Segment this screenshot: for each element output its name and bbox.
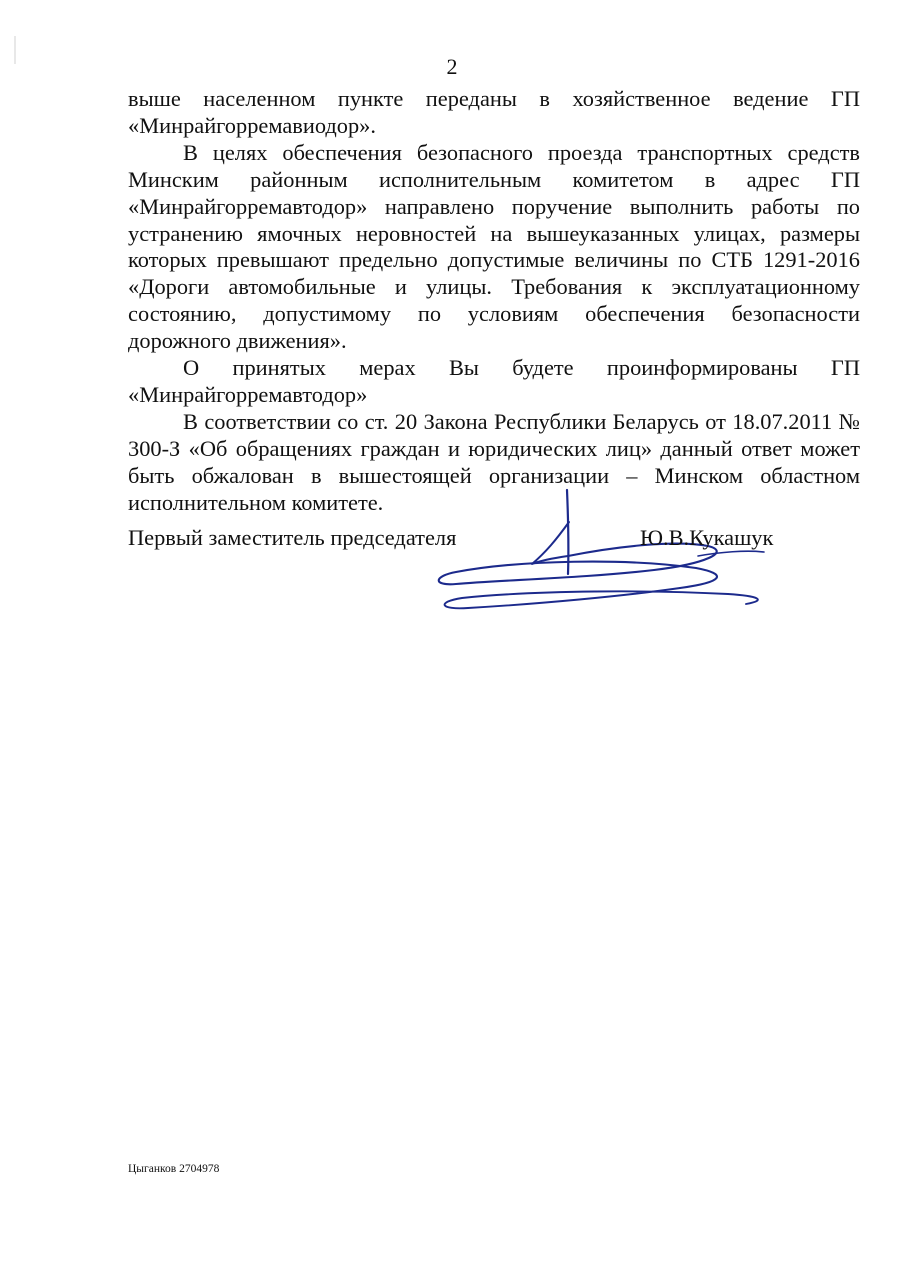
paragraph-road-safety: В целях обеспечения безопасного проезда транспортных средств Минским районным исполнительным комитетом в адрес ГП «Минрайгорремавтодор» направлено поручение выполнить работы по устранению ямочных неровностей на вышеуказанных улицах, размеры которых превышают предельно допустимые величины по СТБ 1291-2016 «Дороги автомобильные и улицы. Требования к эксплуатационному состоянию, допустимому по условиям обеспечения безопасности дорожного движения». — [128, 139, 860, 354]
signatory-name: Ю.В.Кукашук — [640, 525, 774, 550]
handwritten-signature — [428, 486, 788, 622]
signatory-title: Первый заместитель председателя — [128, 525, 457, 550]
paragraph-continuation: выше населенном пункте переданы в хозяйственное ведение ГП «Минрайгорремавиодор». — [128, 86, 860, 138]
paragraph-notification: О принятых мерах Вы будете проинформированы ГП «Минрайгорремавтодор» — [128, 355, 860, 407]
executor-note: Цыганков 2704978 — [128, 1163, 220, 1175]
letter-body — [128, 86, 860, 517]
paragraph-appeal-rights: В соответствии со ст. 20 Закона Республики Беларусь от 18.07.2011 № 300-З «Об обращениях граждан и юридических лиц» данный ответ может быть обжалован в вышестоящей организации – Минском областном исполнительном комитете. — [128, 408, 860, 515]
page-number: 2 — [446, 54, 458, 79]
